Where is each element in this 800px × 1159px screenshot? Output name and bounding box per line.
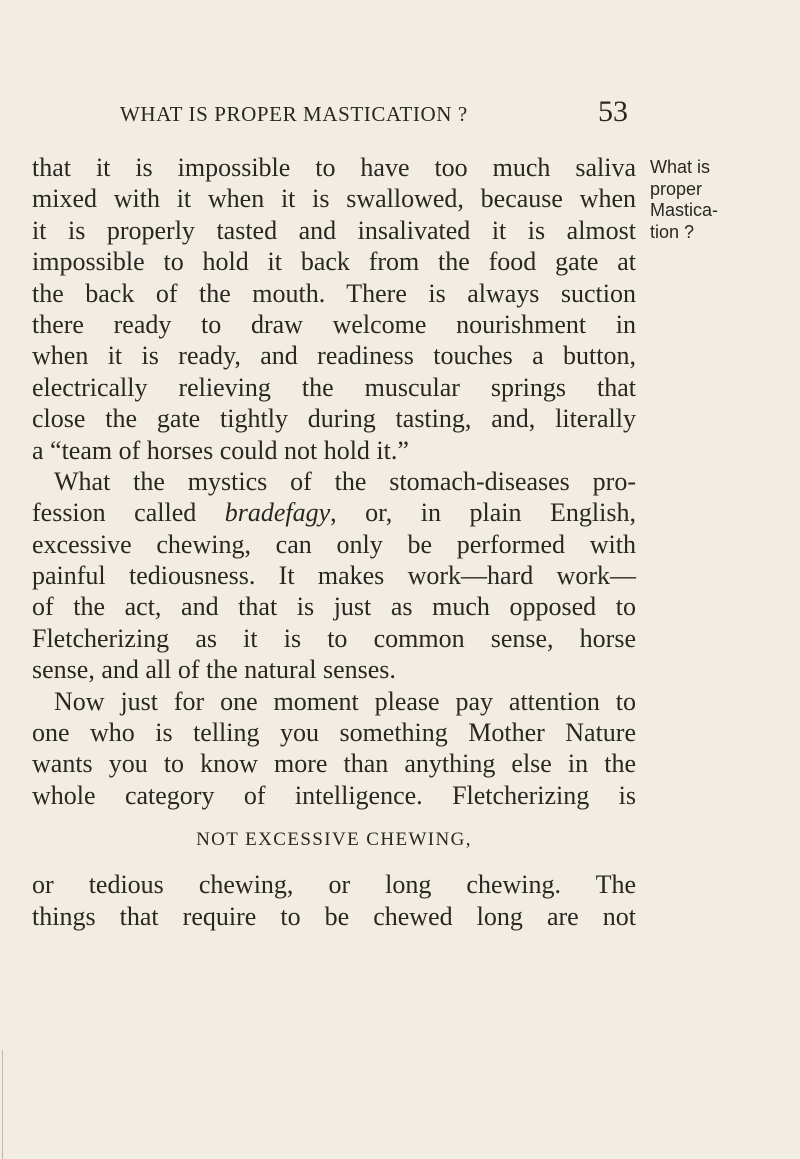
text-line: one who is telling you something Mother Nature <box>32 718 636 748</box>
margin-note-line: Mastica- <box>650 200 719 220</box>
text-line: sense, and all of the natural senses. <box>32 655 396 685</box>
text-line: Fletcherizing as it is to common sense, horse <box>32 623 636 653</box>
text-line: or tedious chewing, or long chewing. The <box>32 870 636 900</box>
margin-note-line: tion ? <box>650 221 695 242</box>
text-line: What the mystics of the stomach-diseases pro- <box>54 466 636 496</box>
text-line: excessive chewing, can only be performed with <box>32 529 636 559</box>
text-line: that it is impossible to have too much saliva <box>32 153 636 182</box>
text-line: close the gate tightly during tasting, and, literally <box>32 404 636 434</box>
margin-note-line: What is <box>650 157 711 177</box>
text-line: painful tediousness. It makes work—hard work— <box>32 561 636 591</box>
text-line: things that require to be chewed long are not <box>32 901 636 931</box>
text-line: there ready to draw welcome nourishment in <box>32 309 636 339</box>
text-line: it is properly tasted and insalivated it is almost <box>32 215 636 245</box>
page-edge-mark <box>2 1050 3 1159</box>
margin-note <box>650 157 800 243</box>
text-line: when it is ready, and readiness touches a button, <box>32 341 636 371</box>
text-line <box>32 497 636 528</box>
text-run: , or, in plain English, <box>330 498 636 528</box>
italic-term: bradefagy <box>224 498 331 528</box>
running-title: WHAT IS PROPER MASTICATION ? <box>120 102 468 126</box>
page-number: 53 <box>598 95 628 128</box>
running-head <box>120 96 628 136</box>
margin-note-line: proper <box>650 178 703 199</box>
text-line: the back of the mouth. There is always suction <box>32 278 636 308</box>
text-line: of the act, and that is just as much opposed to <box>32 592 636 622</box>
text-run: fession called <box>32 498 225 528</box>
text-line: wants you to know more than anything else in the <box>32 749 636 779</box>
text-line: whole category of intelligence. Fletcherizing is <box>32 780 636 810</box>
body-text <box>32 152 636 932</box>
text-line: mixed with it when it is swallowed, because when <box>32 184 636 214</box>
text-line: Now just for one moment please pay attention to <box>54 686 636 716</box>
text-line: impossible to hold it back from the food gate at <box>32 247 636 277</box>
text-line: a “team of horses could not hold it.” <box>32 435 409 465</box>
emphasis-line: NOT EXCESSIVE CHEWING, <box>196 829 472 851</box>
text-line: electrically relieving the muscular springs that <box>32 372 636 402</box>
